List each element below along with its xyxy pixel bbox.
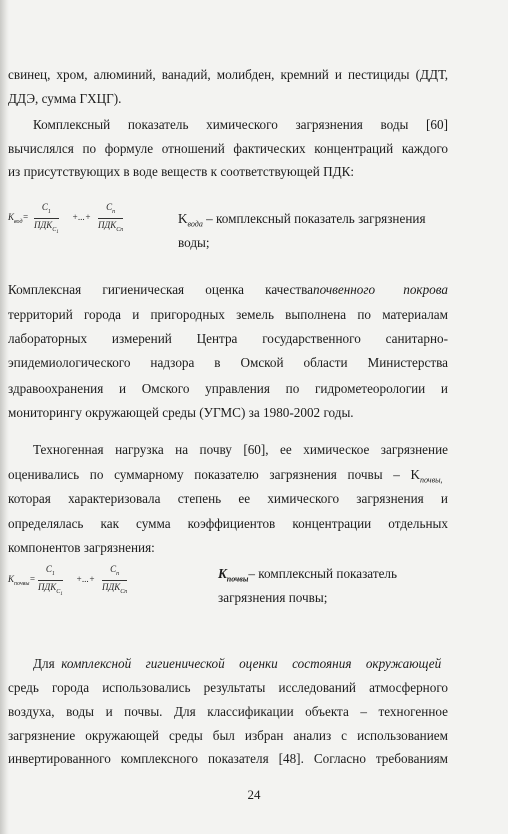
text-line: оценивались по суммарному показателю загрязнения почвы – $K_{почвы,}$ <box>8 467 443 485</box>
text-line: из присутствующих в воде веществ к соответствующей ПДК: <box>8 164 355 179</box>
soil-pollution-formula: $K_{почвы}=$ $C_1$ $ПДК_{C_1}$ +...+ $C_n$ $ПДК_{Cn}$ <box>8 564 128 597</box>
text-line: воздуха, воды и почвы. Для классификации объекта – техногенное <box>8 704 448 719</box>
text-line: свинец, хром, алюминий, ванадий, молибден, кремний и пестициды (ДДТ, <box>8 67 448 82</box>
text-line: определялась как сумма коэффициентов концентрации отдельных <box>8 516 448 531</box>
text-line: Комплексная гигиеническая оценка качествапочвенного покрова <box>8 282 448 297</box>
formula-caption: $K_{почвы}-$ комплексный показатель <box>218 566 398 584</box>
text-line: лабораторных измерений Центра государственного санитарно- <box>8 331 448 346</box>
text-line: Комплексный показатель химического загрязнения воды [60] <box>33 117 448 132</box>
formula-caption-cont: загрязнения почвы; <box>218 590 328 605</box>
text-line: мониторингу окружающей среды (УГМС) за 1980-2002 годы. <box>8 405 354 420</box>
formula-caption: $K_{вода}$ – комплексный показатель загрязнения <box>178 211 426 229</box>
text-line: загрязнение окружающей среды был избран анализ с использованием <box>8 728 448 743</box>
text-line: компонентов загрязнения: <box>8 540 155 555</box>
text-line: Для комплексной гигиенической оценки состояния окружающей <box>33 656 442 671</box>
text-line: ДДЭ, сумма ГХЦГ). <box>8 91 122 106</box>
page-number: 24 <box>247 787 261 802</box>
text-line: территорий города и пригородных земель выполнена по материалам <box>8 307 448 322</box>
formula-caption-cont: воды; <box>178 235 210 250</box>
text-line: эпидемиологического надзора в Омской области Министерства <box>8 355 448 370</box>
text-line: вычислялся по формуле отношений фактических концентраций каждого <box>8 141 448 156</box>
text-line: средь города использовались результаты исследований атмосферного <box>8 680 448 695</box>
water-pollution-formula: $K_{вод}=$ $C_1$ $ПДК_{C_1}$ +...+ $C_n$ $ПДК_{Cn}$ <box>8 202 124 235</box>
text-line: которая характеризовала степень ее химического загрязнения и <box>8 491 448 506</box>
text-line: здравоохранения и Омского управления по гидрометеорологии и <box>8 381 448 396</box>
text-line: инвертированного комплексного показателя [48]. Согласно требованиям <box>8 751 448 766</box>
text-line: Техногенная нагрузка на почву [60], ее химическое загрязнение <box>33 442 448 457</box>
document-page <box>8 0 500 834</box>
